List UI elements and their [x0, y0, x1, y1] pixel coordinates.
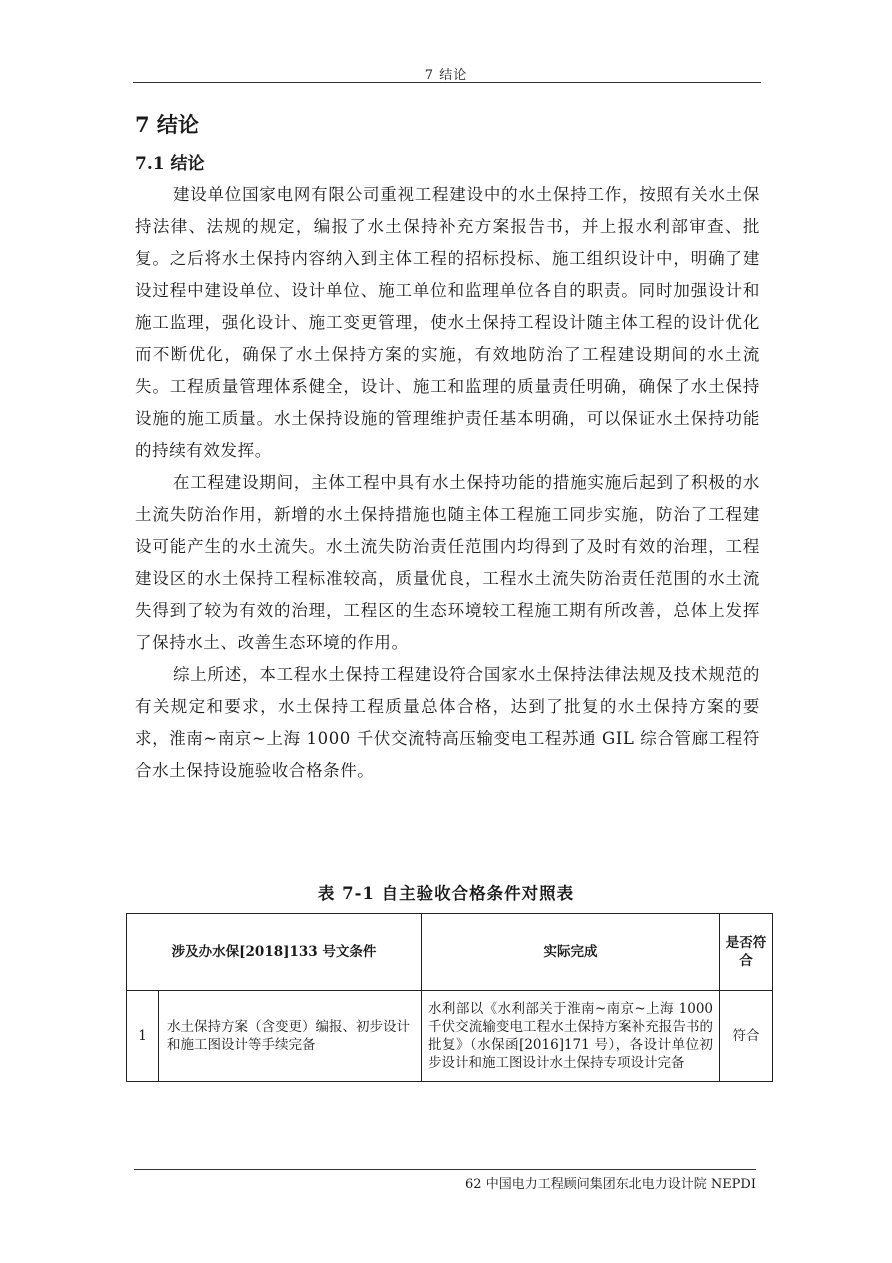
header-rule — [133, 82, 761, 83]
header-compliant: 是否符合 — [720, 914, 773, 991]
paragraph-3: 综上所述，本工程水土保持工程建设符合国家水土保持法律法规及技术规范的有关规定和要求，水土保持工程质量总体合格，达到了批复的水土保持方案的要求，淮南~南京~上海 1000 千伏交流特高压输变电工程苏通 GIL 综合管廊工程符合水土保持设施验收合格条件。 — [135, 665, 760, 780]
paragraph-1: 建设单位国家电网有限公司重视工程建设中的水土保持工作，按照有关水土保持法律、法规的规定，编报了水土保持补充方案报告书，并上报水利部审查、批复。之后将水土保持内容纳入到主体工程的招标投标、施工组织设计中，明确了建设过程中建设单位、设计单位、施工单位和监理单位各自的职责。同时加强设计和施工监理，强化设计、施工变更管理，使水土保持工程设计随主体工程的设计优化而不断优化，确保了水土保持方案的实施，有效地防治了工程建设期间的水土流失。工程质量管理体系健全，设计、施工和监理的质量责任明确，确保了水土保持设施的施工质量。水土保持设施的管理维护责任基本明确，可以保证水土保持功能的持续有效发挥。 — [135, 185, 760, 460]
footer-rule — [134, 1169, 756, 1170]
table-row — [127, 991, 773, 1082]
header-condition: 涉及办水保[2018]133 号文条件 — [127, 914, 422, 991]
running-header: 7 结论 — [424, 68, 468, 83]
row-actual: 水利部以《水利部关于淮南~南京~上海 1000 千伏交流输变电工程水土保持方案补充报告书的批复》（水保函[2016]171 号），各设计单位初步设计和施工图设计水土保持专项设计完备 — [422, 991, 720, 1082]
table-header-row — [127, 914, 773, 991]
paragraph-2: 在工程建设期间，主体工程中具有水土保持功能的措施实施后起到了积极的水土流失防治作用，新增的水土保持措施也随主体工程施工同步实施，防治了工程建设可能产生的水土流失。水土流失防治责任范围内均得到了及时有效的治理，工程建设区的水土保持工程标准较高，质量优良，工程水土流失防治责任范围的水土流失得到了较为有效的治理，工程区的生态环境较工程施工期有所改善，总体上发挥了保持水土、改善生态环境的作用。 — [135, 473, 760, 652]
acceptance-table — [126, 913, 773, 1082]
header-actual: 实际完成 — [422, 914, 720, 991]
row-compliant: 符合 — [720, 991, 773, 1082]
body-text — [135, 179, 760, 787]
chapter-title: 7 结论 — [135, 112, 199, 137]
section-title: 7.1 结论 — [135, 154, 205, 174]
page-footer: 62 中国电力工程顾问集团东北电力设计院 NEPDI — [465, 1177, 756, 1192]
table-caption: 表 7-1 自主验收合格条件对照表 — [317, 884, 575, 903]
row-condition: 水土保持方案（含变更）编报、初步设计和施工图设计等手续完备 — [159, 991, 422, 1082]
row-number: 1 — [127, 991, 159, 1082]
